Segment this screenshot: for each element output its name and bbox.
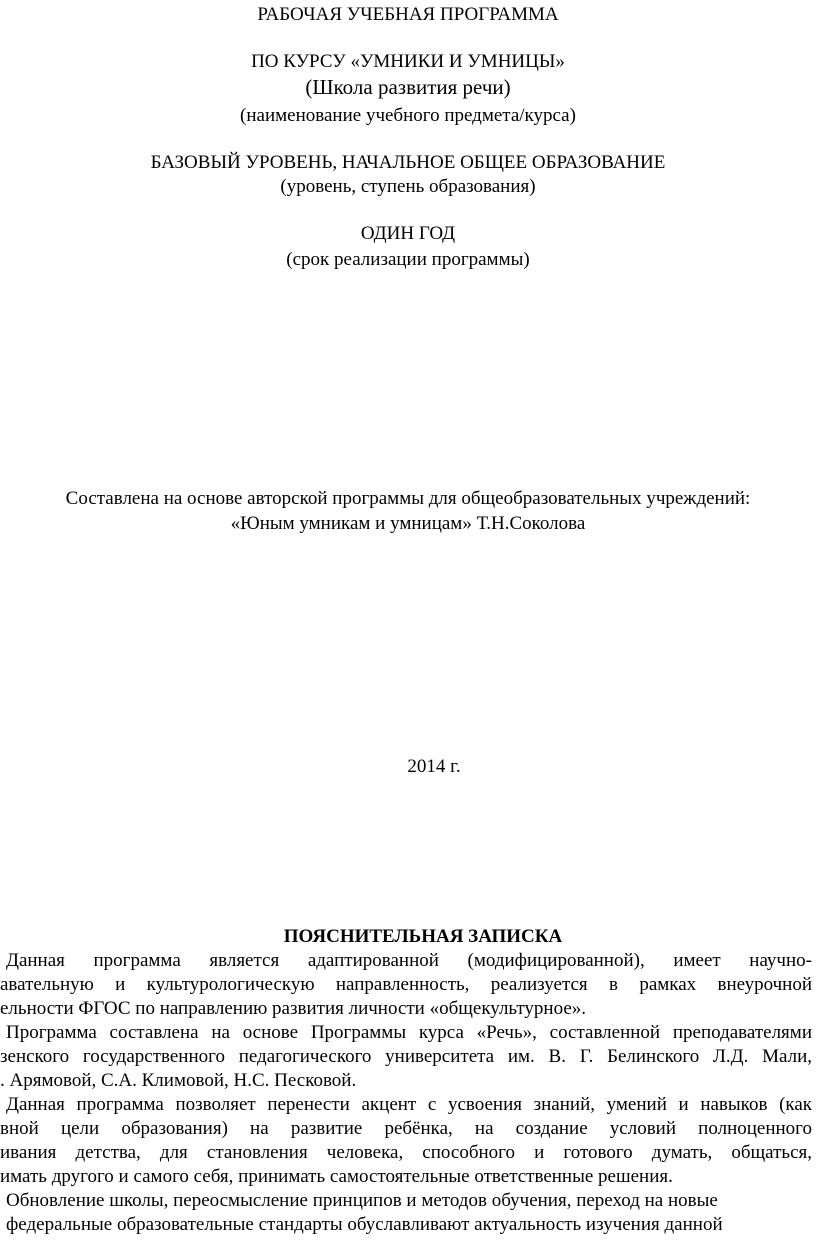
note-line-2: авательную и культурологическую направленность, реализуется в рамках внеурочной <box>0 974 812 995</box>
note-line-4: Программа составлена на основе Программы курса «Речь», составленной преподавателями <box>6 1022 812 1043</box>
education-level-note: (уровень, ступень образования) <box>280 176 536 197</box>
note-line-11: Обновление школы, переосмысление принципов и методов обучения, переход на новые <box>6 1190 718 1211</box>
subject-note: (наименование учебного предмета/курса) <box>240 105 576 126</box>
education-level: БАЗОВЫЙ УРОВЕНЬ, НАЧАЛЬНОЕ ОБЩЕЕ ОБРАЗОВАНИЕ <box>150 152 666 173</box>
note-line-10: имать другого и самого себя, принимать самостоятельные ответственные решения. <box>0 1166 673 1187</box>
program-title: РАБОЧАЯ УЧЕБНАЯ ПРОГРАММА <box>257 4 559 25</box>
note-line-6: . Арямовой, С.А. Климовой, Н.С. Песковой. <box>0 1070 357 1091</box>
note-line-8: вной цели образования) на развитие ребёнка, на создание условий полноценного <box>0 1118 812 1139</box>
basis-line-2: «Юным умникам и умницам» Т.Н.Соколова <box>230 513 586 534</box>
note-line-5: зенского государственного педагогического университета им. В. Г. Белинского Л.Д. Мали, <box>0 1046 812 1067</box>
note-line-9: ивания детства, для становления человека, способного и готового думать, общаться, <box>0 1142 812 1163</box>
note-line-7: Данная программа позволяет перенести акцент с усвоения знаний, умений и навыков (как <box>6 1094 812 1115</box>
program-term-note: (срок реализации программы) <box>286 249 530 270</box>
course-name: ПО КУРСУ «УМНИКИ И УМНИЦЫ» <box>251 51 565 72</box>
note-line-3: ельности ФГОС по направлению развития личности «общекультурное». <box>0 998 587 1019</box>
note-line-12: федеральные образовательные стандарты обуславливают актуальность изучения данной <box>6 1214 723 1235</box>
note-line-1: Данная программа является адаптированной (модифицированной), имеет научно- <box>6 950 812 971</box>
basis-line-1: Составлена на основе авторской программы для общеобразовательных учреждений: <box>65 488 751 509</box>
program-term: ОДИН ГОД <box>360 223 456 244</box>
document-year: 2014 г. <box>407 756 461 777</box>
explanatory-note-heading: ПОЯСНИТЕЛЬНАЯ ЗАПИСКА <box>283 926 563 947</box>
course-subtitle: (Школа развития речи) <box>305 75 511 99</box>
